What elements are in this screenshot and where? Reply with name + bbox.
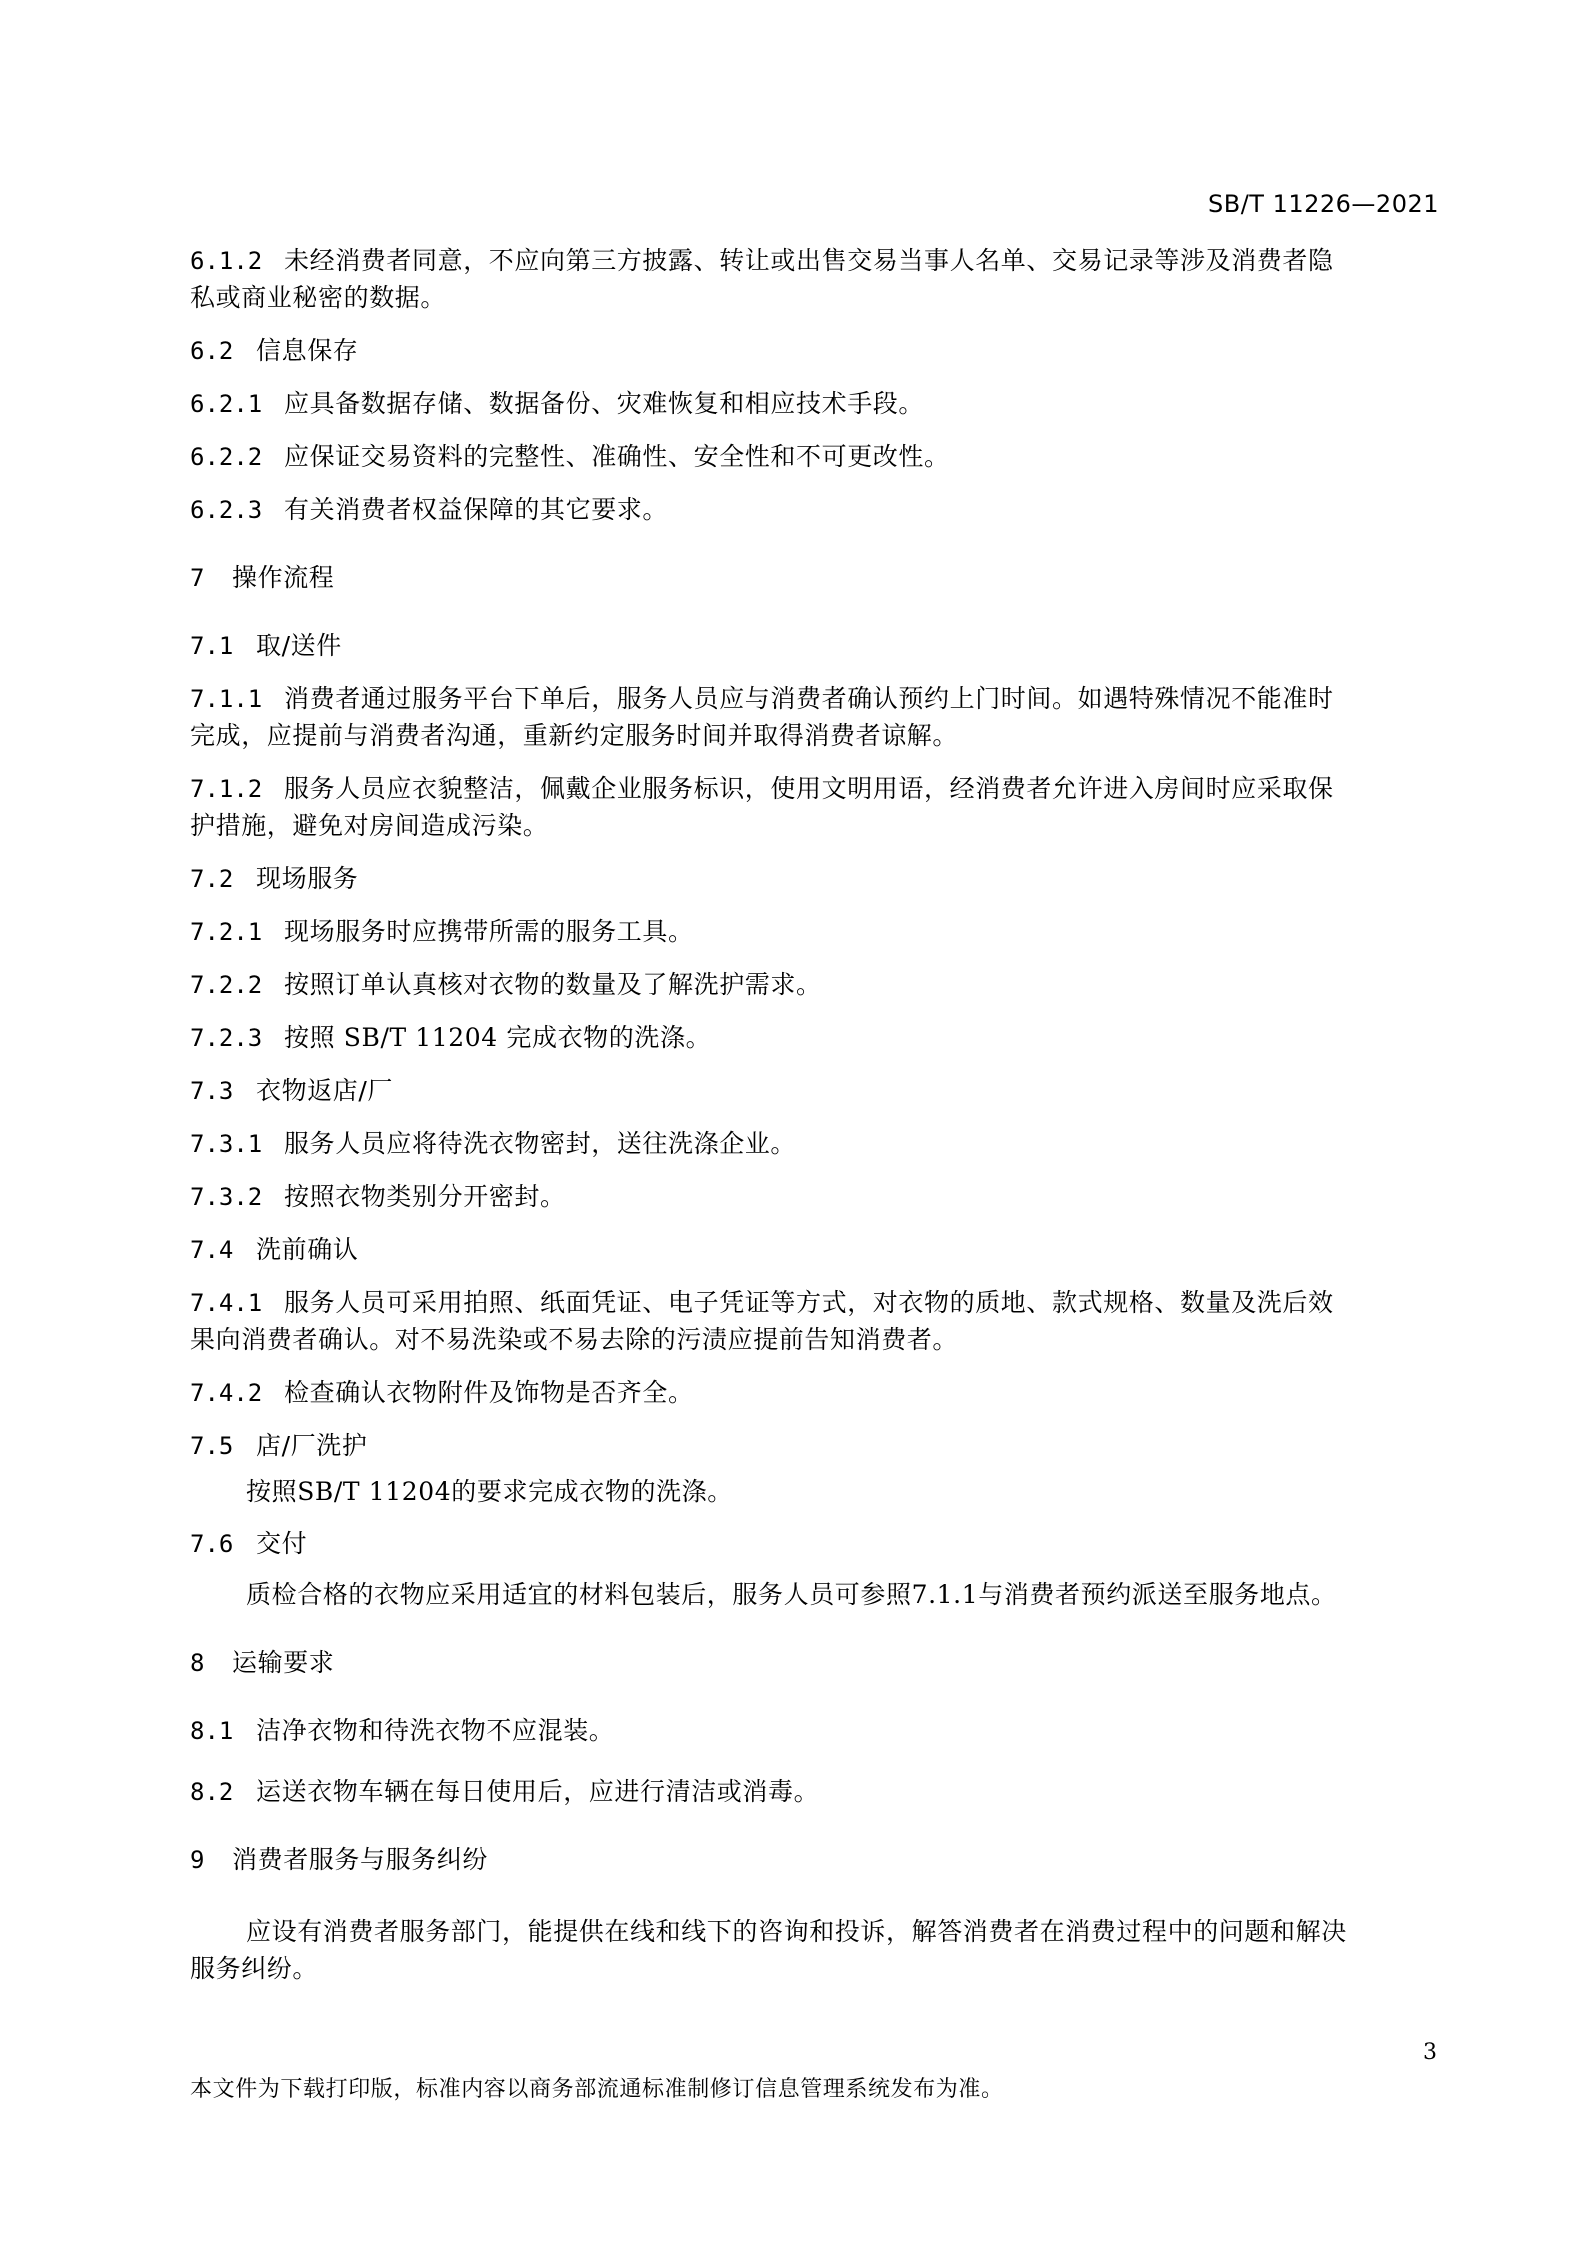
clause-number: 7.2.3 [190,1024,263,1052]
clause-7-4-2 [190,1380,1438,1405]
section-7-6-heading [190,1531,1438,1556]
paragraph-text: 按照SB/T 11204的要求完成衣物的洗涤。 [246,1477,733,1506]
clause-number: 6.1.2 [190,247,263,275]
clause-6-2-3 [190,497,1438,522]
section-7-5-body [246,1479,1494,1504]
clause-number: 7.4.1 [190,1289,263,1317]
chapter-title: 操作流程 [232,563,335,592]
clause-number: 6.2.1 [190,390,263,418]
clause-number: 7.4.2 [190,1379,263,1407]
clause-7-3-1 [190,1131,1438,1156]
paragraph-text: 服务纠纷。 [190,1954,319,1983]
clause-text: 应具备数据存储、数据备份、灾难恢复和相应技术手段。 [284,389,925,418]
clause-number: 8.1 [190,1717,234,1745]
section-title: 洗前确认 [256,1235,359,1264]
section-7-2-heading [190,866,1438,891]
chapter-7-heading [190,565,1438,590]
section-number: 7.5 [190,1432,234,1460]
clause-text: 应保证交易资料的完整性、准确性、安全性和不可更改性。 [284,442,950,471]
clause-7-1-1-continued [190,723,1438,748]
clause-text: 完成，应提前与消费者沟通，重新约定服务时间并取得消费者谅解。 [190,721,959,750]
section-number: 7.6 [190,1530,234,1558]
clause-text: 服务人员应衣貌整洁，佩戴企业服务标识，使用文明用语，经消费者允许进入房间时应采取保 [284,774,1334,803]
clause-text: 洁净衣物和待洗衣物不应混装。 [256,1716,615,1745]
section-6-2-heading [190,338,1438,363]
section-title: 衣物返店/厂 [256,1076,394,1105]
clause-text: 私或商业秘密的数据。 [190,283,447,312]
document-code: SB/T 11226—2021 [1208,190,1439,218]
clause-text: 有关消费者权益保障的其它要求。 [284,495,669,524]
section-number: 7.2 [190,865,234,893]
section-7-5-heading [190,1433,1438,1458]
paragraph-text: 质检合格的衣物应采用适宜的材料包装后，服务人员可参照7.1.1与消费者预约派送至服务地点。 [246,1580,1337,1609]
chapter-title: 消费者服务与服务纠纷 [232,1845,489,1874]
clause-text: 服务人员可采用拍照、纸面凭证、电子凭证等方式，对衣物的质地、款式规格、数量及洗后效 [284,1288,1334,1317]
clause-number: 7.2.2 [190,971,263,999]
section-7-1-heading [190,633,1438,658]
chapter-title: 运输要求 [232,1648,335,1677]
clause-text: 果向消费者确认。对不易洗染或不易去除的污渍应提前告知消费者。 [190,1325,959,1354]
chapter-number: 8 [190,1649,205,1677]
clause-number: 8.2 [190,1778,234,1806]
clause-number: 6.2.3 [190,496,263,524]
section-title: 现场服务 [256,864,359,893]
clause-7-2-3 [190,1025,1438,1050]
section-title: 信息保存 [256,336,359,365]
chapter-9-body-continued [190,1956,1438,1981]
clause-text: 运送衣物车辆在每日使用后，应进行清洁或消毒。 [256,1777,820,1806]
section-title: 取/送件 [256,631,342,660]
clause-7-1-2 [190,776,1438,801]
clause-number: 7.3.2 [190,1183,263,1211]
clause-7-1-1 [190,686,1438,711]
clause-7-1-2-continued [190,813,1438,838]
clause-6-2-2 [190,444,1438,469]
clause-number: 7.1.1 [190,685,263,713]
clause-6-1-2-continued [190,285,1438,310]
clause-text: 按照 SB/T 11204 完成衣物的洗涤。 [284,1023,712,1052]
paragraph-text: 应设有消费者服务部门，能提供在线和线下的咨询和投诉，解答消费者在消费过程中的问题和解决 [246,1917,1347,1946]
section-number: 7.4 [190,1236,234,1264]
chapter-9-heading [190,1847,1438,1872]
chapter-number: 9 [190,1846,205,1874]
clause-text: 未经消费者同意，不应向第三方披露、转让或出售交易当事人名单、交易记录等涉及消费者隐 [284,246,1334,275]
clause-8-2 [190,1779,1438,1804]
section-title: 店/厂洗护 [256,1431,368,1460]
clause-number: 7.3.1 [190,1130,263,1158]
section-number: 7.1 [190,632,234,660]
clause-7-4-1-continued [190,1327,1438,1352]
clause-text: 现场服务时应携带所需的服务工具。 [284,917,694,946]
clause-7-3-2 [190,1184,1438,1209]
section-7-6-body [246,1582,1494,1607]
clause-7-2-1 [190,919,1438,944]
clause-7-2-2 [190,972,1438,997]
clause-text: 按照衣物类别分开密封。 [284,1182,566,1211]
clause-text: 消费者通过服务平台下单后，服务人员应与消费者确认预约上门时间。如遇特殊情况不能准时 [284,684,1334,713]
clause-text: 护措施，避免对房间造成污染。 [190,811,549,840]
clause-number: 6.2.2 [190,443,263,471]
page-number: 3 [1423,2040,1437,2065]
chapter-8-heading [190,1650,1438,1675]
section-title: 交付 [256,1529,308,1558]
chapter-number: 7 [190,564,205,592]
section-7-4-heading [190,1237,1438,1262]
clause-number: 7.2.1 [190,918,263,946]
clause-text: 检查确认衣物附件及饰物是否齐全。 [284,1378,694,1407]
clause-6-2-1 [190,391,1438,416]
section-number: 7.3 [190,1077,234,1105]
clause-6-1-2 [190,248,1438,273]
clause-8-1 [190,1718,1438,1743]
clause-text: 按照订单认真核对衣物的数量及了解洗护需求。 [284,970,822,999]
section-number: 6.2 [190,337,234,365]
clause-number: 7.1.2 [190,775,263,803]
footer-note: 本文件为下载打印版，标准内容以商务部流通标准制修订信息管理系统发布为准。 [190,2077,1004,2102]
section-7-3-heading [190,1078,1438,1103]
chapter-9-body [246,1919,1494,1944]
clause-7-4-1 [190,1290,1438,1315]
clause-text: 服务人员应将待洗衣物密封，送往洗涤企业。 [284,1129,797,1158]
